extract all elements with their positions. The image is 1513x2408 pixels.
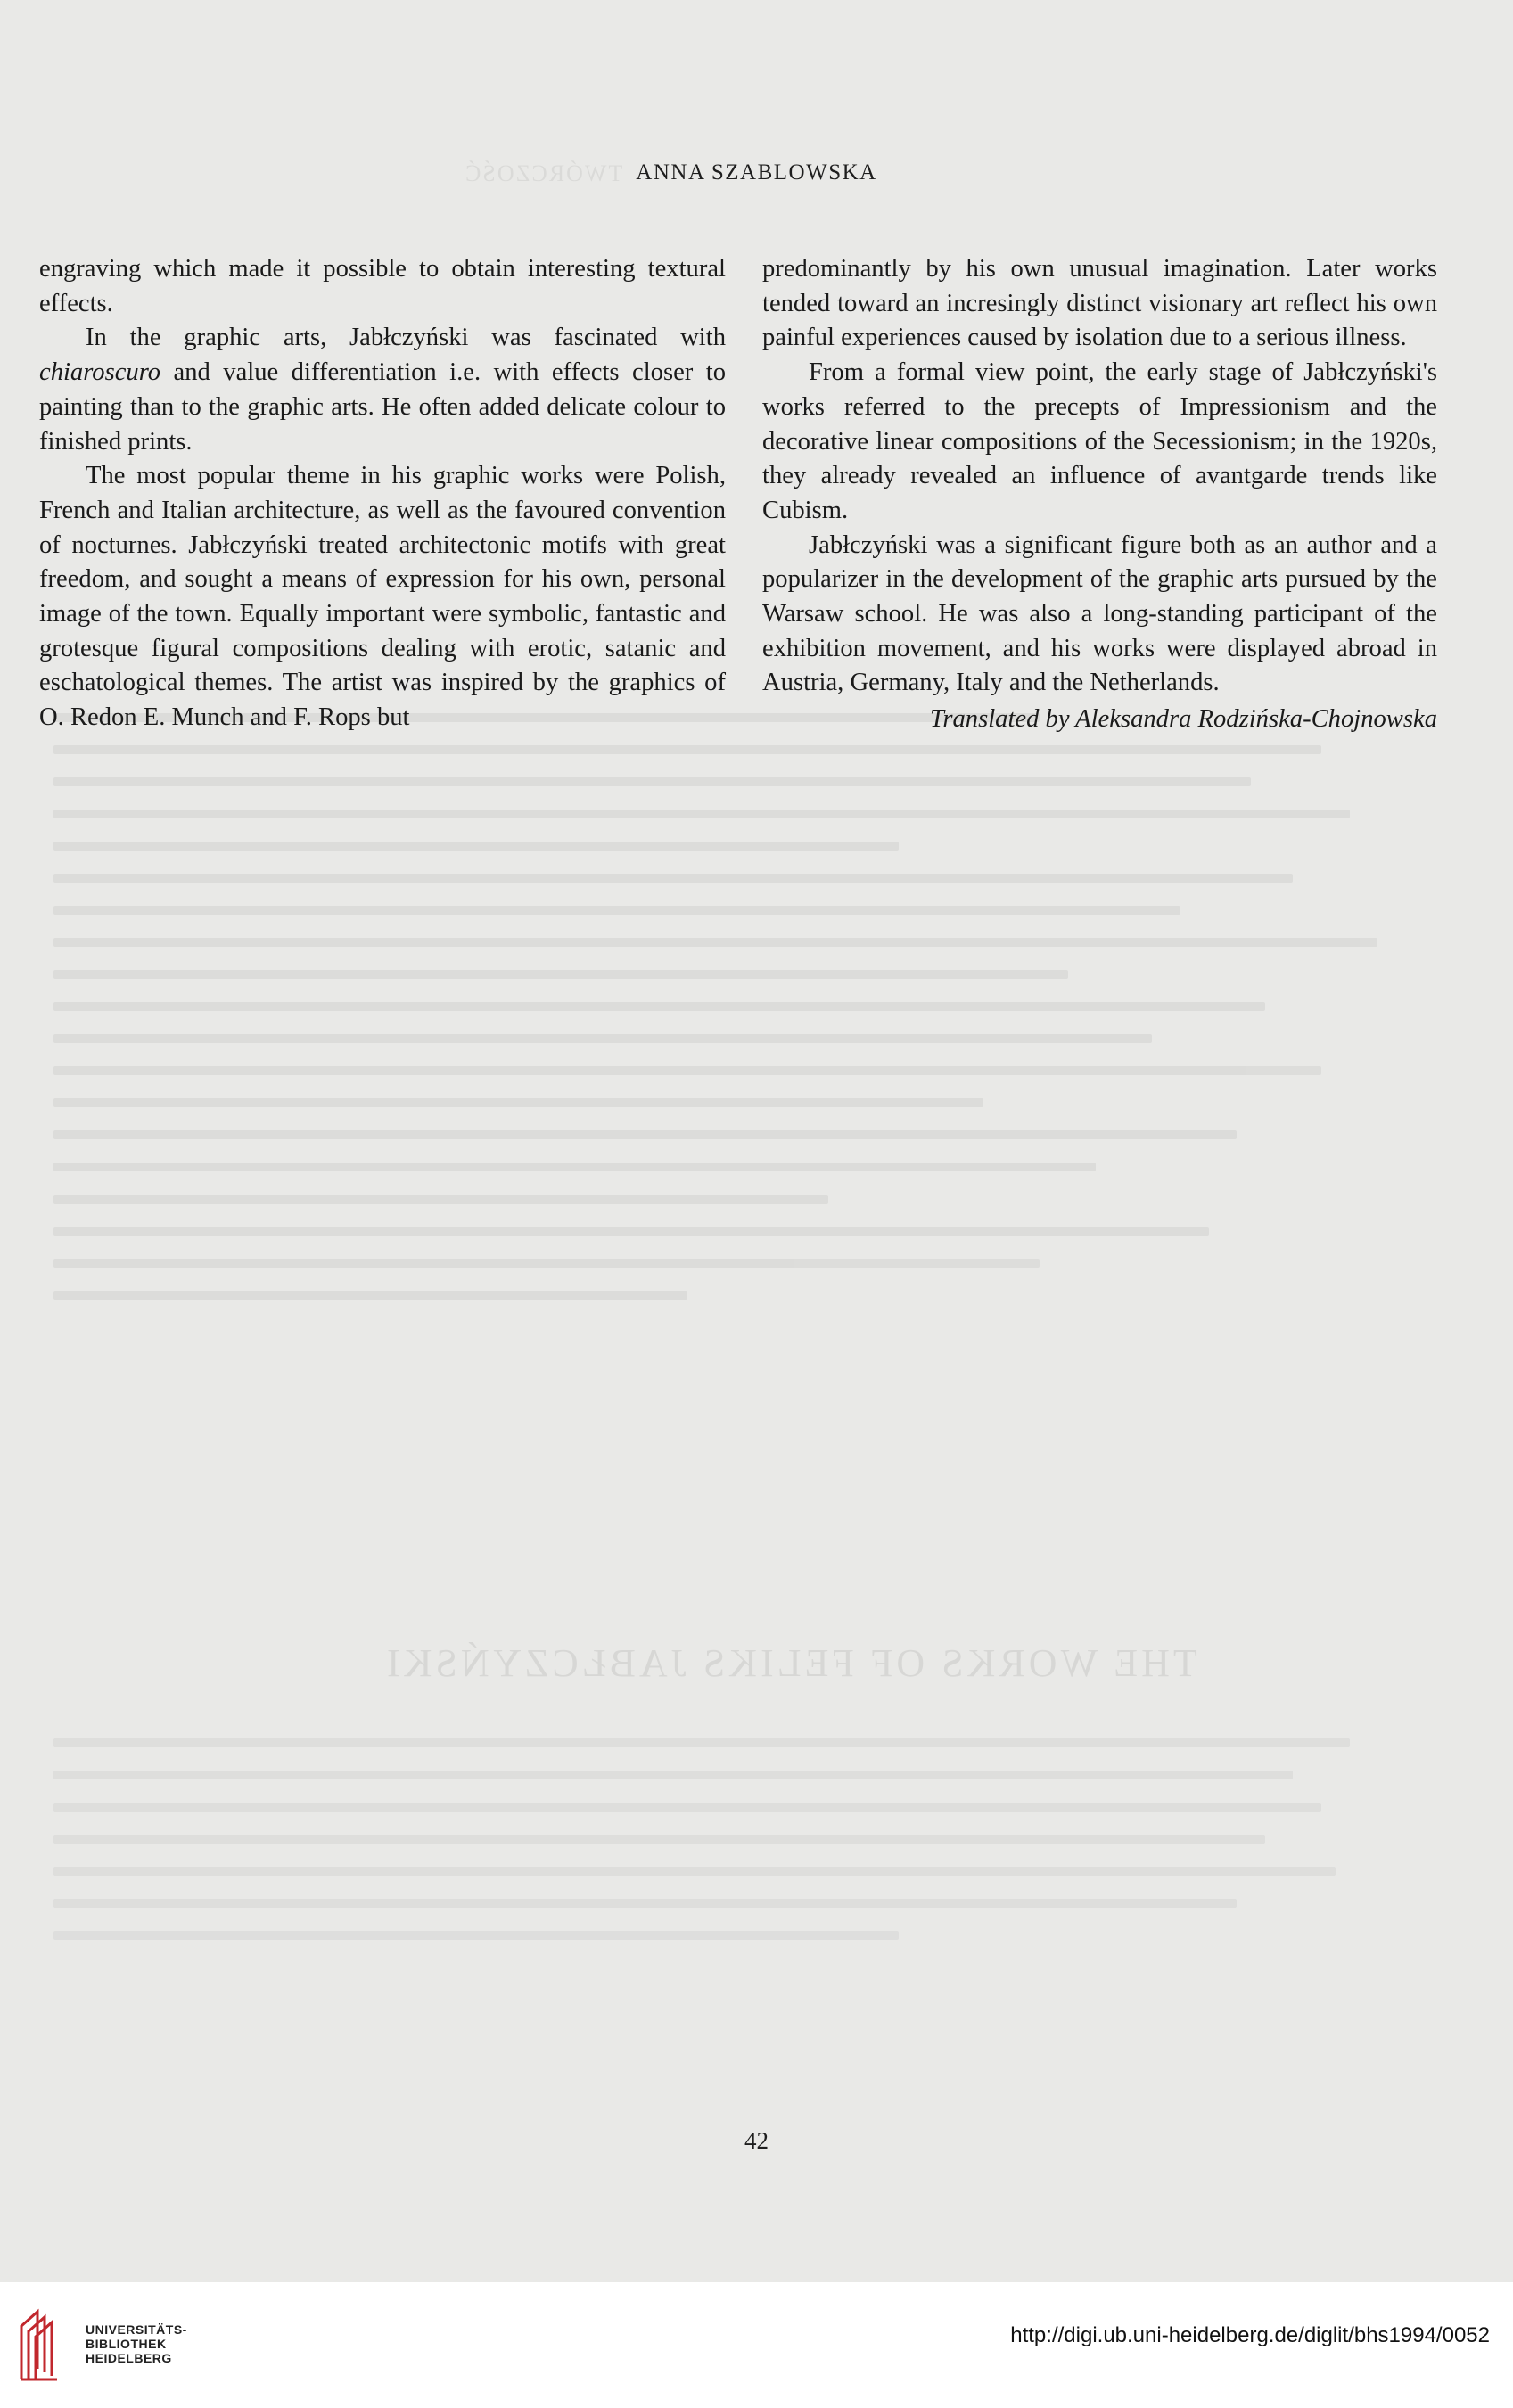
paragraph: From a formal view point, the early stage of Jabłczyński's works referred to the precepts of Impressionism and the decorative linear compositions of the Secessionism; in the 1920s, they already revealed an influence of avantgarde trends like Cubism.	[762, 358, 1437, 524]
library-name	[86, 2322, 187, 2365]
paragraph-chiaroscuro: In the graphic arts, Jabłczyński was fascinated with chiaroscuro and value differentiation i.e. with effects closer to painting than to the graphic arts. He often added delicate colour to finished prints.	[39, 324, 726, 456]
paragraph: Jabłczyński was a significant figure both as an author and a popularizer in the development of the graphic arts pursued by the Warsaw school. He was also a long-standing participant of the exhibition movement, and his works were displayed abroad in Austria, Germany, Italy and the Netherlands.	[762, 530, 1437, 697]
show-through-lower-block	[53, 1738, 1462, 1963]
source-url-link[interactable]: http://digi.ub.uni-heidelberg.de/diglit/bhs1994/0052	[1010, 2323, 1490, 2347]
show-through-text-block	[53, 713, 1462, 1323]
running-head: ANNA SZABLOWSKA	[636, 160, 877, 185]
right-column	[762, 252, 1437, 737]
library-name-line: UNIVERSITÄTS-	[86, 2322, 187, 2337]
translator-credit: Translated by Aleksandra Rodzińska-Chojnowska	[930, 705, 1437, 734]
library-name-line: HEIDELBERG	[86, 2351, 172, 2365]
paragraph: The most popular theme in his graphic works were Polish, French and Italian architecture, as well as the favoured convention of nocturnes. Jabłczyński treated architectonic motifs with great freedom, and sought a means of expression for his own, personal image of the town. Equally important were symbolic, fantastic and grotesque figural compositions dealing with erotic, satanic and eschatological themes. The artist was inspired by the graphics of O. Redon E. Munch and F. Rops but	[39, 462, 726, 732]
paragraph: engraving which made it possible to obtain interesting textural effects.	[39, 255, 726, 317]
show-through-title: THE WORKS OF FELIKS JABŁCZYŃSKI	[383, 1641, 1197, 1685]
library-name-line: BIBLIOTHEK	[86, 2337, 167, 2351]
page-number: 42	[744, 2127, 769, 2154]
show-through-header: TWÓRCZOŚĆ	[464, 160, 623, 186]
left-column	[39, 252, 726, 736]
paragraph: predominantly by his own unusual imagination. Later works tended toward an incresingly distinct visionary art reflect his own painful experiences caused by isolation due to a serious illness.	[762, 255, 1437, 352]
library-logo-icon	[18, 2306, 75, 2383]
